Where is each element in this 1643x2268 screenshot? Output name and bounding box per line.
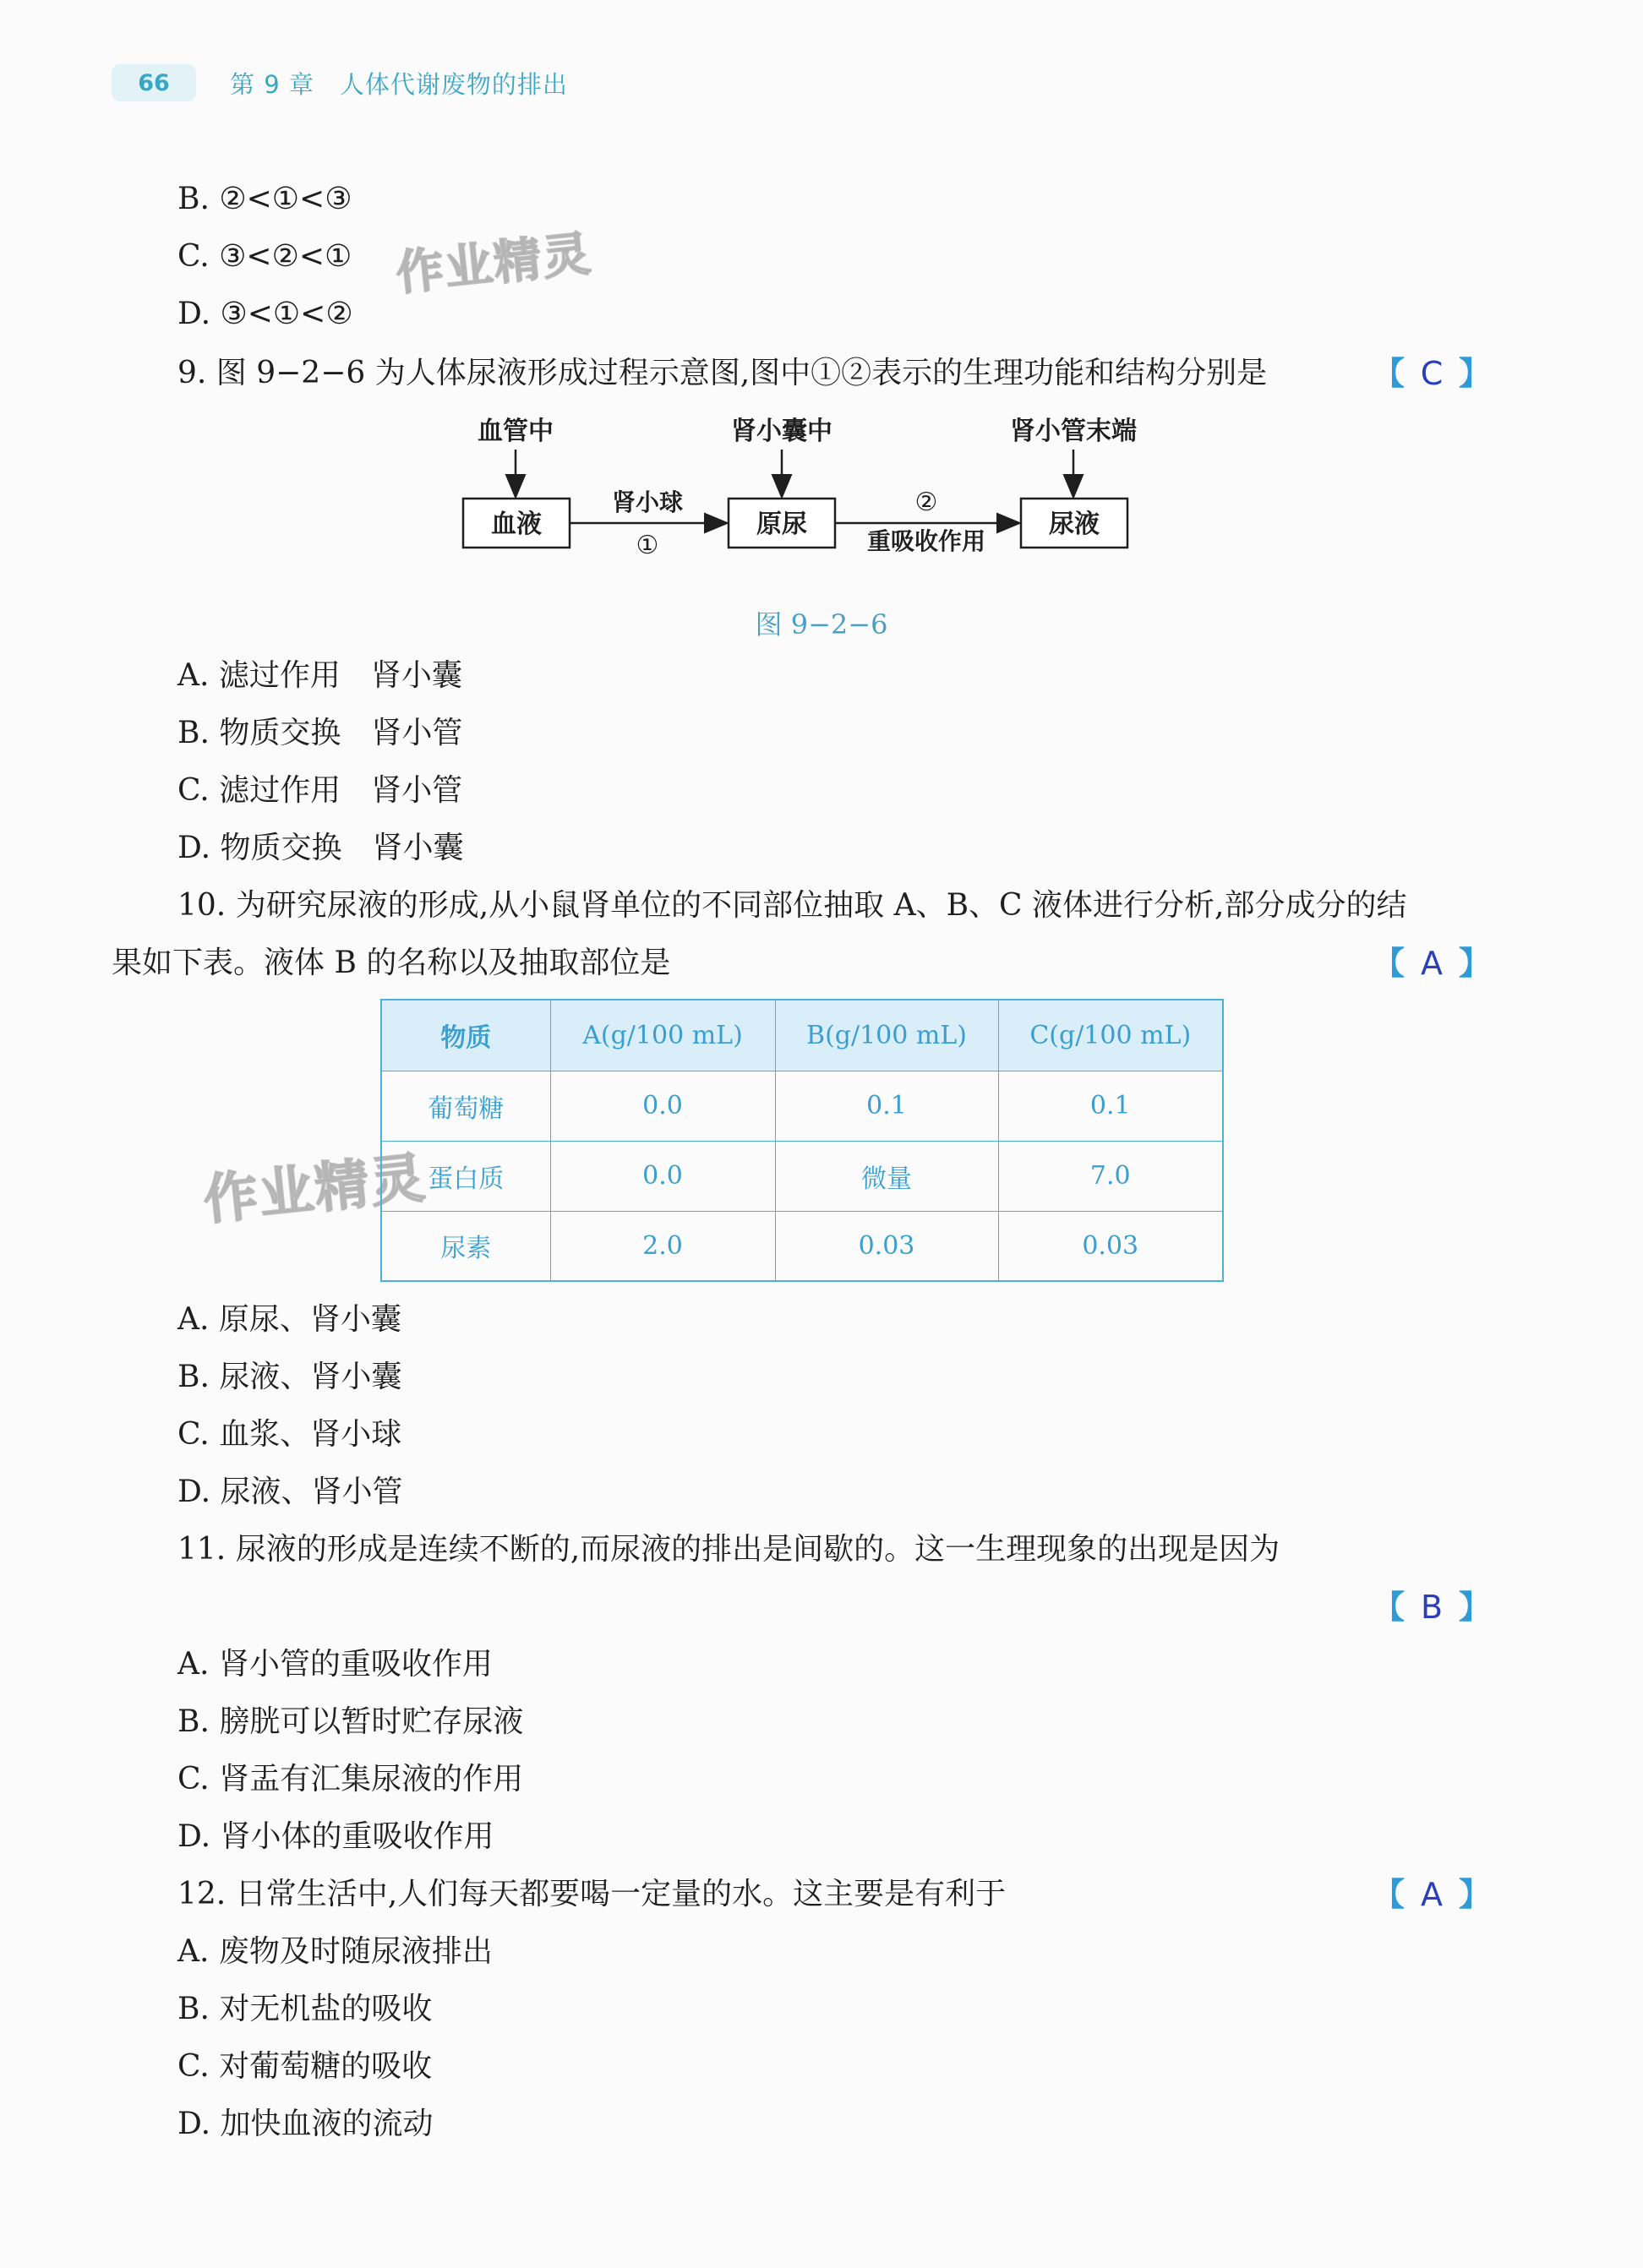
cell-substance: 葡萄糖: [381, 1071, 550, 1141]
cell-a: 2.0: [550, 1211, 775, 1281]
q11-answer-letter: B: [1420, 1589, 1444, 1626]
header-b: B(g/100 mL): [775, 1000, 998, 1071]
q10-answer-letter: A: [1420, 945, 1443, 982]
q10-option-a: A. 原尿、肾小囊: [177, 1302, 401, 1337]
q9-option-a: A. 滤过作用 肾小囊: [177, 658, 462, 693]
cell-c: 7.0: [998, 1141, 1223, 1211]
q9-answer: 【 C 】: [1372, 355, 1491, 392]
q12-option-b: B. 对无机盐的吸收: [177, 1992, 433, 2026]
arrow2-marker: ②: [914, 488, 938, 517]
q12-option-a: A. 废物及时随尿液排出: [177, 1934, 493, 1969]
cell-b: 微量: [775, 1141, 998, 1211]
header-substance: 物质: [381, 1000, 550, 1071]
table-header-row: [381, 1000, 1223, 1071]
page-header: [112, 63, 568, 103]
box-blood: 血液: [491, 510, 542, 539]
urine-formation-diagram: [439, 414, 1200, 583]
q8-option-b: B. ②<①<③: [177, 182, 352, 216]
composition-table: [380, 999, 1224, 1282]
cell-substance: 蛋白质: [381, 1141, 550, 1211]
cell-b: 0.1: [775, 1071, 998, 1141]
q9-option-c: C. 滤过作用 肾小管: [177, 773, 463, 808]
box-primary-urine: 原尿: [756, 510, 807, 539]
q10-stem-line2: 果如下表。液体 B 的名称以及抽取部位是: [112, 946, 671, 980]
label-tubule-end: 肾小管末端: [1010, 417, 1137, 446]
cell-substance: 尿素: [381, 1211, 550, 1281]
figure-caption: 图 9−2−6: [755, 608, 888, 641]
box-urine: 尿液: [1049, 510, 1100, 539]
q10-answer: 【 A 】: [1372, 945, 1491, 982]
q12-answer: 【 A 】: [1372, 1876, 1491, 1913]
table-row: [381, 1211, 1223, 1281]
q9-option-b: B. 物质交换 肾小管: [177, 716, 463, 750]
q9-stem: 9. 图 9−2−6 为人体尿液形成过程示意图,图中①②表示的生理功能和结构分别是: [177, 356, 1268, 390]
watermark-middle: 作业精灵: [200, 1147, 429, 1233]
q10-stem-line1: 10. 为研究尿液的形成,从小鼠肾单位的不同部位抽取 A、B、C 液体进行分析,部分成分的结: [177, 888, 1407, 923]
q11-stem: 11. 尿液的形成是连续不断的,而尿液的排出是间歇的。这一生理现象的出现是因为: [177, 1532, 1280, 1567]
cell-c: 0.1: [998, 1071, 1223, 1141]
q9-answer-letter: C: [1420, 355, 1444, 392]
q12-stem: 12. 日常生活中,人们每天都要喝一定量的水。这主要是有利于: [177, 1877, 1007, 1911]
q9-option-d: D. 物质交换 肾小囊: [177, 831, 464, 865]
cell-b: 0.03: [775, 1211, 998, 1281]
table-row: [381, 1141, 1223, 1211]
q10-option-c: C. 血浆、肾小球: [177, 1417, 402, 1452]
page-number: 66: [112, 64, 196, 101]
header-a: A(g/100 mL): [550, 1000, 775, 1071]
q10-option-b: B. 尿液、肾小囊: [177, 1360, 402, 1394]
watermark-top: 作业精灵: [393, 226, 595, 302]
cell-c: 0.03: [998, 1211, 1223, 1281]
q12-answer-letter: A: [1420, 1876, 1443, 1913]
q11-option-a: A. 肾小管的重吸收作用: [177, 1647, 493, 1682]
q8-option-c: C. ③<②<①: [177, 239, 352, 274]
label-blood-vessel: 血管中: [478, 417, 554, 446]
q11-option-d: D. 肾小体的重吸收作用: [177, 1819, 494, 1854]
q10-option-d: D. 尿液、肾小管: [177, 1475, 403, 1509]
cell-a: 0.0: [550, 1141, 775, 1211]
table-row: [381, 1071, 1223, 1141]
q11-option-b: B. 膀胱可以暂时贮存尿液: [177, 1704, 524, 1739]
label-bowman-capsule: 肾小囊中: [731, 417, 832, 446]
arrow1-marker: ①: [636, 531, 659, 560]
header-c: C(g/100 mL): [998, 1000, 1223, 1071]
arrow1-label-glomerulus: 肾小球: [611, 488, 684, 516]
arrow2-label-reabsorption: 重吸收作用: [866, 527, 986, 555]
cell-a: 0.0: [550, 1071, 775, 1141]
q12-option-c: C. 对葡萄糖的吸收: [177, 2049, 433, 2084]
chapter-title: 第 9 章 人体代谢废物的排出: [230, 69, 568, 99]
q11-answer: 【 B 】: [1372, 1589, 1491, 1626]
q11-option-c: C. 肾盂有汇集尿液的作用: [177, 1762, 524, 1796]
q8-option-d: D. ③<①<②: [177, 297, 353, 331]
q12-option-d: D. 加快血液的流动: [177, 2107, 434, 2141]
